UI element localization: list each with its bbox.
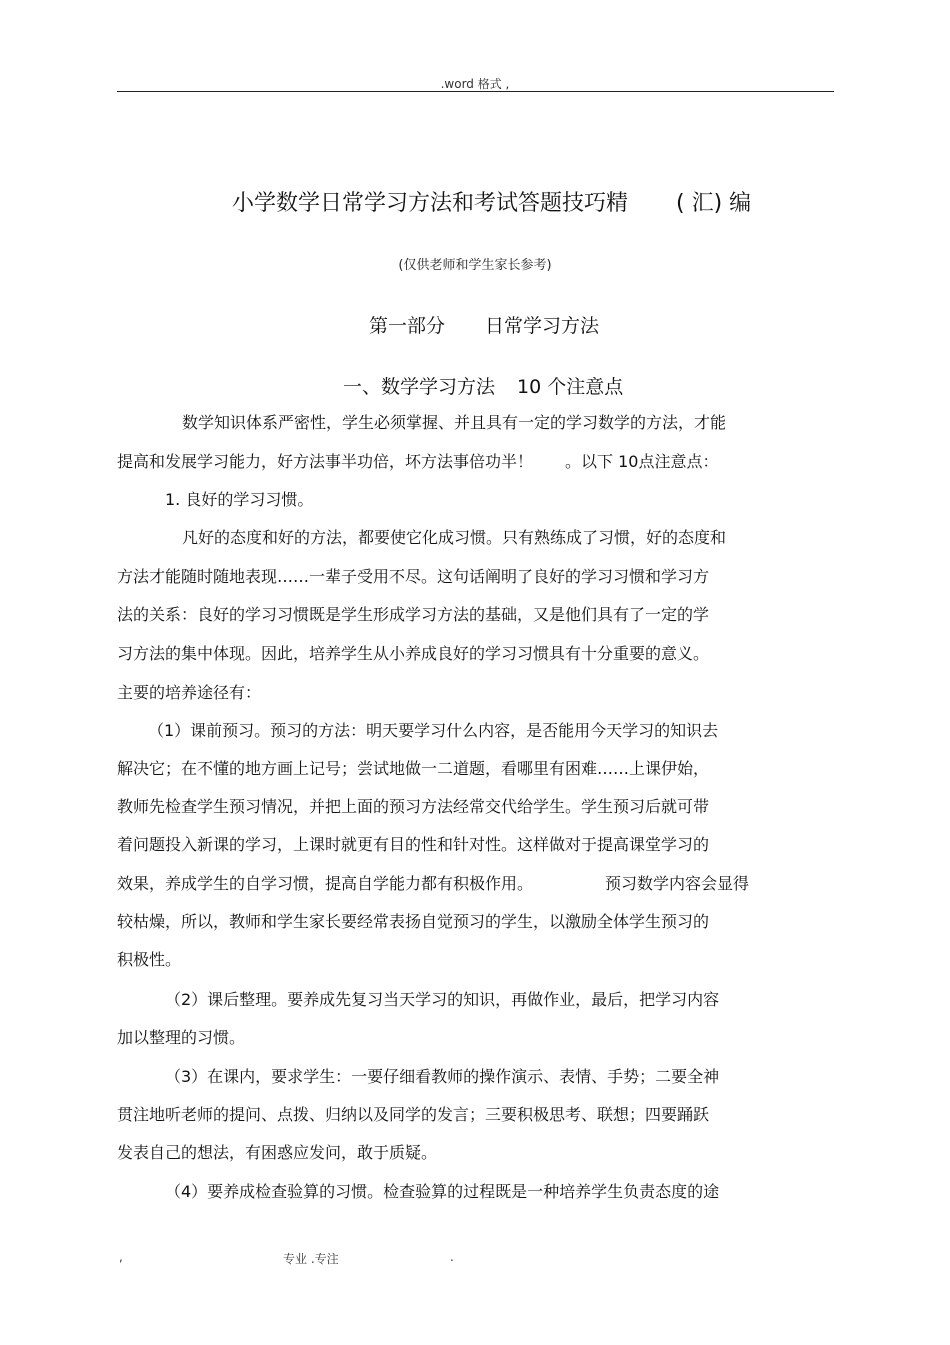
body-line: （3）在课内，要求学生：一要仔细看教师的操作演示、表情、手势；二要全神 [165, 1067, 720, 1086]
header-rule [117, 91, 834, 92]
footer-left: , [119, 1250, 123, 1264]
section-label: 一、数学学习方法 [343, 376, 496, 398]
body-line: （2）课后整理。要养成先复习当天学习的知识，再做作业，最后，把学习内容 [165, 990, 720, 1009]
body-line: 法的关系：良好的学习习惯既是学生形成学习方法的基础，又是他们具有了一定的学 [117, 605, 710, 624]
document-title [232, 186, 751, 217]
body-line: 贯注地听老师的提问、点拨、归纳以及同学的发言；三要积极思考、联想；四要踊跃 [117, 1105, 710, 1124]
body-line: 方法才能随时随地表现……一辈子受用不尽。这句话阐明了良好的学习习惯和学习方 [117, 567, 710, 586]
document-subtitle: (仅供老师和学生家长参考) [398, 258, 552, 273]
footer-right: . [450, 1250, 454, 1264]
body-line: 着问题投入新课的学习，上课时就更有目的性和针对性。这样做对于提高课堂学习的 [117, 835, 710, 854]
body-line: （1）课前预习。预习的方法：明天要学习什么内容，是否能用今天学习的知识去 [148, 721, 719, 740]
footer-center: 专业 .专注 [283, 1252, 339, 1266]
body-line: （4）要养成检查验算的习惯。检查验算的过程既是一种培养学生负责态度的途 [165, 1182, 720, 1201]
title-main: 小学数学日常学习方法和考试答题技巧精 [232, 191, 629, 216]
section-heading [343, 372, 623, 399]
body-line: 凡好的态度和好的方法，都要使它化成习惯。只有熟练成了习惯，好的态度和 [182, 528, 727, 547]
body-line: 数学知识体系严密性，学生必须掌握、并且具有一定的学习数学的方法，才能 [182, 413, 727, 432]
list-item-heading: 1. 良好的学习习惯。 [165, 490, 314, 509]
title-suffix: ( 汇) 编 [676, 191, 752, 216]
body-line: 发表自己的想法，有困惑应发问，敢于质疑。 [117, 1143, 438, 1162]
page-header: .word 格式 , [440, 77, 510, 91]
body-line: 教师先检查学生预习情况，并把上面的预习方法经常交代给学生。学生预习后就可带 [117, 797, 710, 816]
body-line: 加以整理的习惯。 [117, 1028, 246, 1047]
body-line: 积极性。 [117, 950, 182, 969]
part-name: 日常学习方法 [485, 315, 600, 337]
body-line: 较枯燥，所以，教师和学生家长要经常表扬自觉预习的学生，以激励全体学生预习的 [117, 912, 710, 931]
section-name: 10 个注意点 [517, 376, 624, 398]
body-line: 效果，养成学生的自学习惯，提高自学能力都有积极作用。 预习数学内容会显得 [117, 874, 750, 893]
part-heading [369, 311, 599, 338]
body-line: 主要的培养途径有： [117, 683, 262, 702]
body-line: 解决它；在不懂的地方画上记号；尝试地做一二道题，看哪里有困难……上课伊始， [117, 759, 710, 778]
body-line: 习方法的集中体现。因此，培养学生从小养成良好的学习习惯具有十分重要的意义。 [117, 644, 710, 663]
part-label: 第一部分 [369, 315, 446, 337]
body-line: 提高和发展学习能力，好方法事半功倍，坏方法事倍功半！ 。以下 10点注意点： [117, 452, 719, 471]
